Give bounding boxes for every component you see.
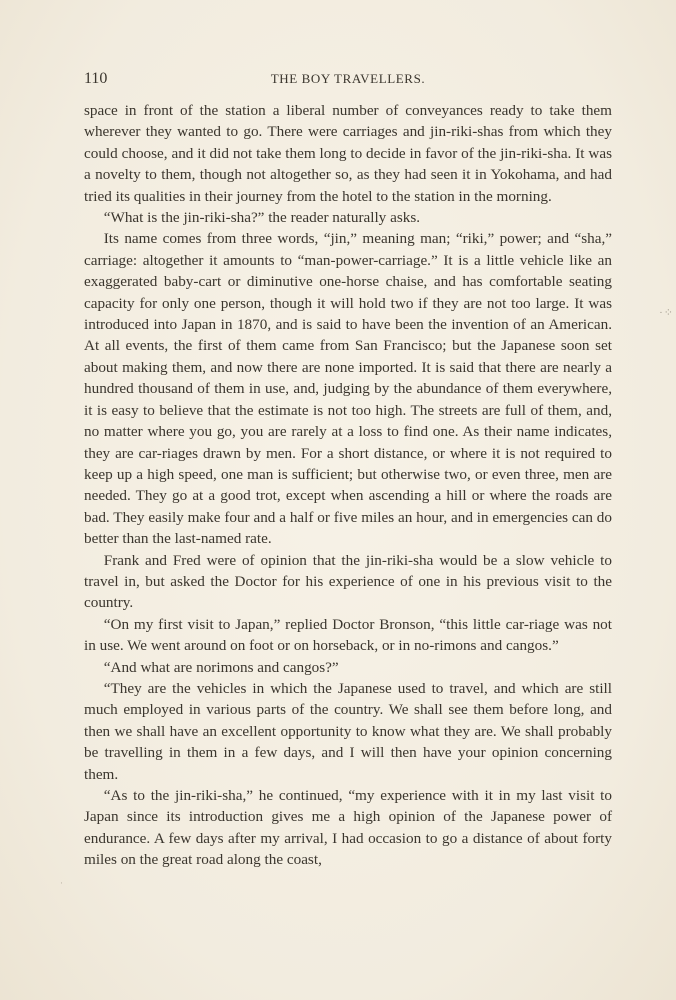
body-text [84, 100, 612, 871]
paragraph: “What is the jin-riki-sha?” the reader naturally asks. [103, 209, 421, 227]
paragraph: Its name comes from three words, “jin,” meaning man; “riki,” power; and “sha,” carriage: altogether it amounts to “man-power-carriage.” It is a little vehicle like an exaggerated baby-cart or diminutive one-horse chaise, and has comfortable seating capacity for only one person, though it will hold two if they are not too large. It was introduced into Japan in 1870, and is said to have been the invention of an American. At all events, the first of them came from San Francisco; but the Japanese soon set about making them, and now there are none imported. It is said that there are nearly a hundred thousand of them in use, and, judging by the abundance of them everywhere, it is easy to believe that the estimate is not too high. The streets are full of them, and, no matter where you go, you are rarely at a loss to find one. As their name indicates, they are car-riages drawn by men. For a short distance, or where it is not required to keep up a high speed, one man is sufficient; but otherwise two, or even three, men are needed. They go at a good trot, except when ascending a hill or where the roads are bad. They easily make four and a half or five miles an hour, and in emergencies can do better than the last-named rate. [84, 230, 612, 548]
paragraph: Frank and Fred were of opinion that the jin-riki-sha would be a slow vehicle to travel in, but asked the Doctor for his experience of one in his previous visit to the country. [84, 551, 612, 612]
margin-speck: · [60, 878, 63, 888]
page-number: 110 [84, 70, 108, 87]
paragraph: “As to the jin-riki-sha,” he continued, “my experience with it in my last visit to Japan since its introduction gives me a high opinion of the Japanese power of endurance. A few days after my arrival, I had occasion to go a distance of about forty miles on the great road along the coast, [84, 787, 612, 869]
paragraph: “They are the vehicles in which the Japanese used to travel, and which are still much employed in various parts of the country. We shall see them before long, and then we shall have an excellent opportunity to know what they are. We shall probably be travelling in them in a few days, and I will then have your opinion concerning them. [84, 679, 612, 783]
running-title: THE BOY TRAVELLERS. [270, 71, 426, 86]
paragraph: “On my first visit to Japan,” replied Doctor Bronson, “this little car-riage was not in use. We went around on foot or on horseback, or in no-rimons and cangos.” [84, 615, 612, 655]
page-header [84, 70, 612, 92]
margin-smudge: ·⁘ [659, 307, 674, 319]
paragraph: space in front of the station a liberal number of conveyances ready to take them wherever they wanted to go. There were carriages and jin-riki-shas from which they could choose, and it did not take them long to decide in favor of the jin-riki-sha. It was a novelty to them, though not altogether so, as they had seen it in Yokohama, and had tried its qualities in their journey from the hotel to the station in the morning. [84, 102, 612, 205]
paragraph: “And what are norimons and cangos?” [103, 658, 339, 676]
